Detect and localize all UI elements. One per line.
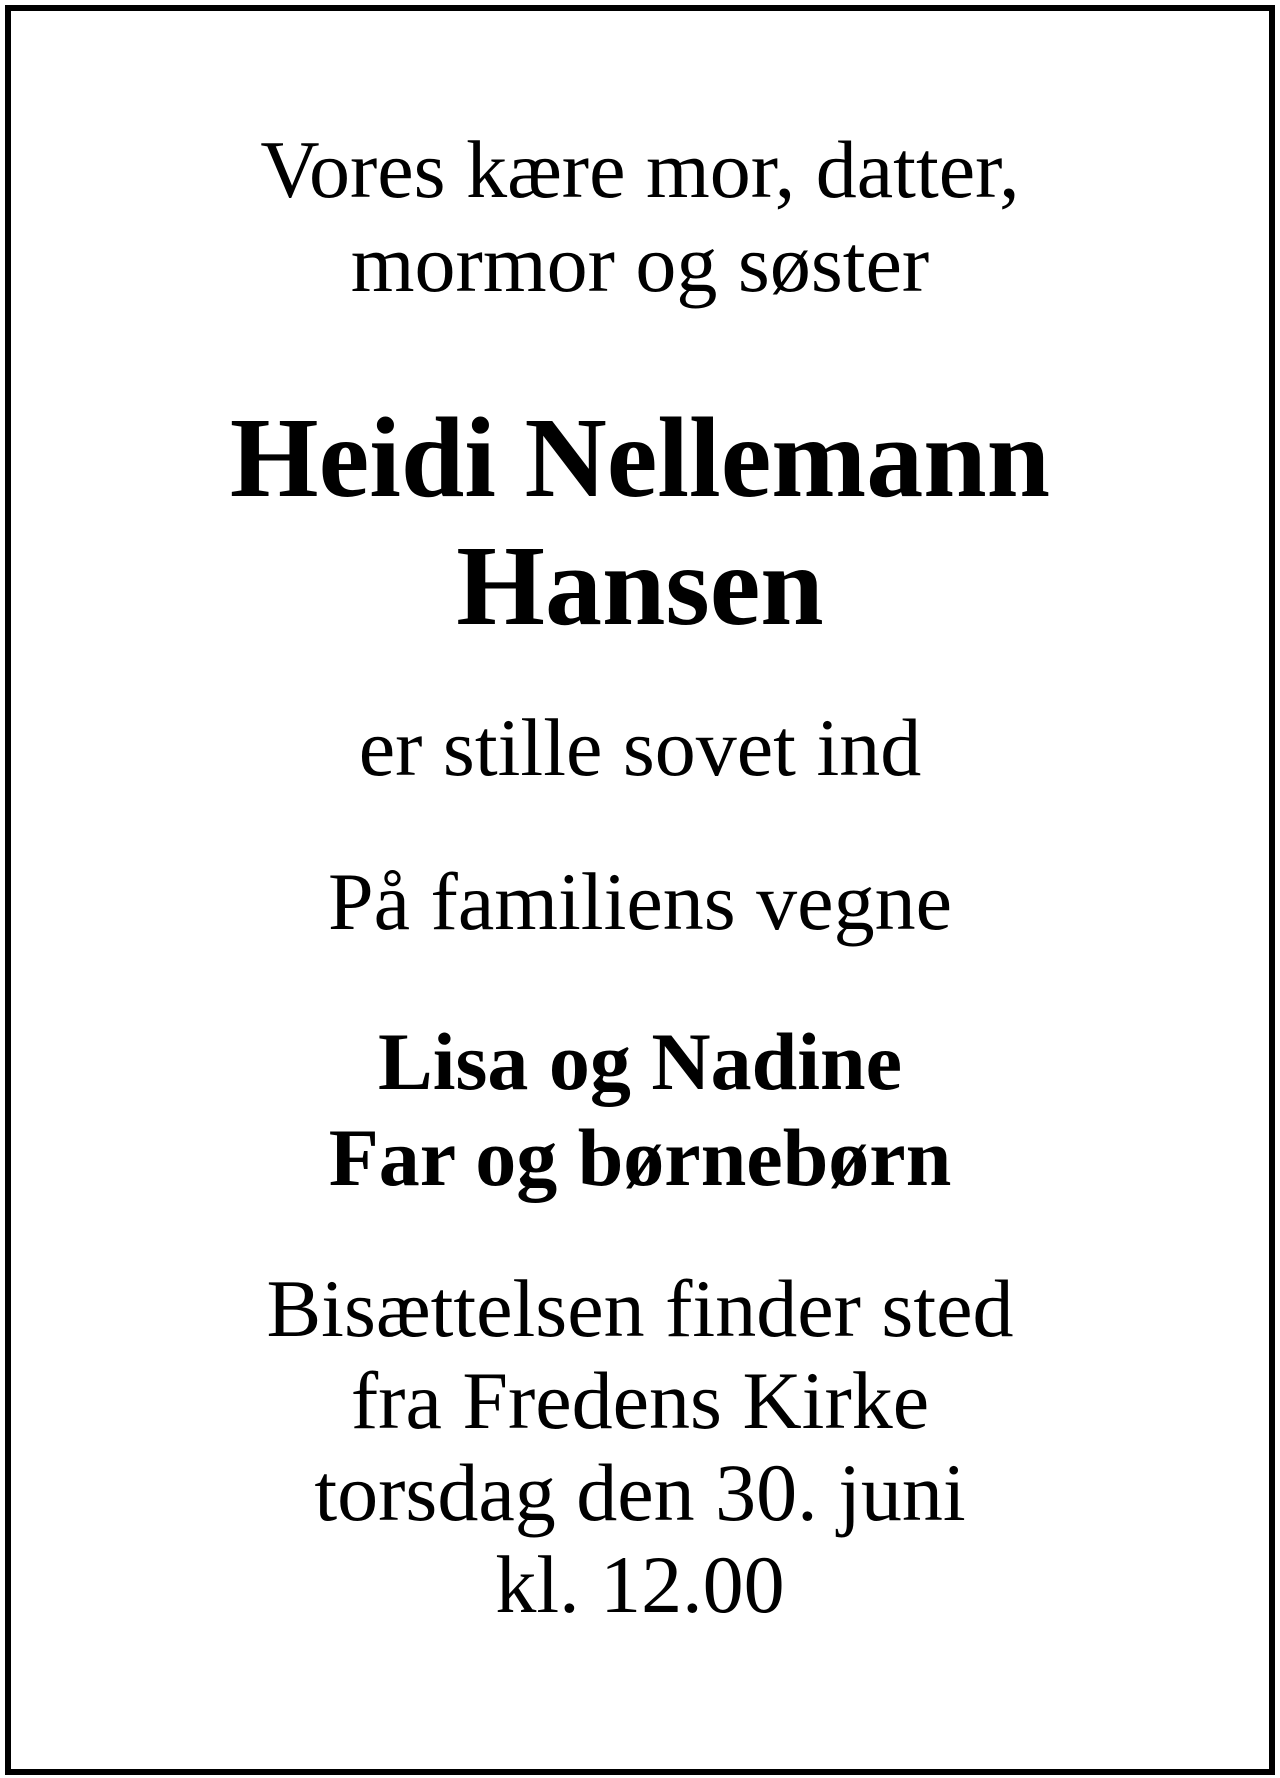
deceased-name — [11, 394, 1269, 650]
status-line: er stille sovet ind — [358, 702, 922, 793]
funeral-line: torsdag den 30. juni — [314, 1447, 966, 1538]
name-line: Hansen — [456, 522, 824, 649]
signers — [11, 1014, 1269, 1206]
behalf-line: På familiens vegne — [328, 856, 952, 947]
notice-frame — [5, 5, 1275, 1775]
intro-line: Vores kære mor, datter, — [260, 124, 1020, 215]
intro-text — [11, 123, 1269, 311]
behalf-text — [11, 855, 1269, 949]
funeral-details — [11, 1263, 1269, 1631]
signer-line: Lisa og Nadine — [378, 1016, 902, 1107]
status-text — [11, 701, 1269, 795]
intro-line: mormor og søster — [350, 218, 930, 309]
funeral-line: Bisættelsen finder sted — [266, 1263, 1014, 1354]
signer-line: Far og børnebørn — [328, 1112, 952, 1203]
funeral-line: kl. 12.00 — [495, 1539, 785, 1630]
name-line: Heidi Nellemann — [229, 394, 1051, 521]
funeral-line: fra Fredens Kirke — [350, 1355, 930, 1446]
